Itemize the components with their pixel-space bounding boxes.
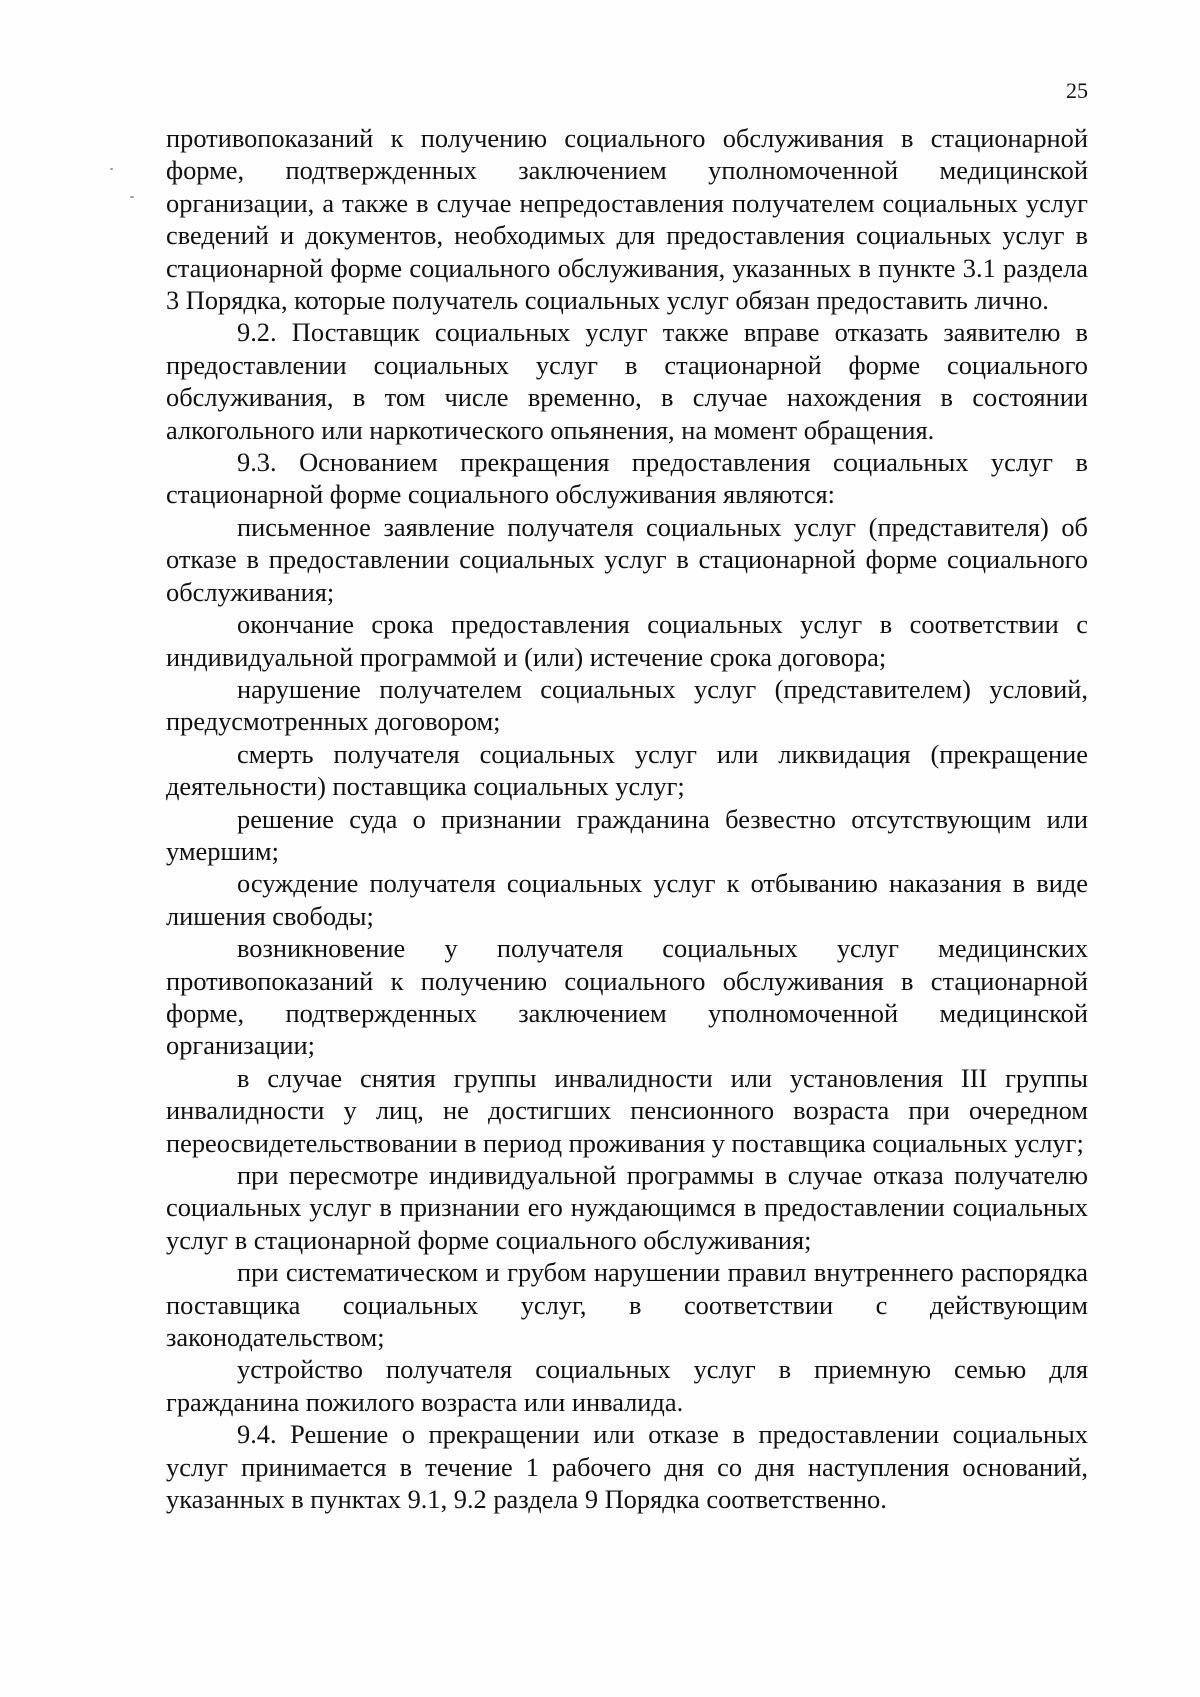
list-item: окончание срока предоставления социальных услуг в соответствии с индивидуальной программой и (или) истечение срока договора;: [166, 609, 1088, 672]
list-item: устройство получателя социальных услуг в приемную семью для гражданина пожилого возраста или инвалида.: [166, 1354, 1088, 1417]
paragraph-continuation: противопоказаний к получению социального обслуживания в стационарной форме, подтвержденных заключением уполномоченной медицинской организации, а также в случае непредоставления получателем социальных услуг сведений и документов, необходимых для предоставления социальных услуг в стационарной форме социального обслуживания, указанных в пункте 3.1 раздела 3 Порядка, которые получатель социальных услуг обязан предоставить лично.: [166, 123, 1088, 316]
list-item: решение суда о признании гражданина безвестно отсутствующим или умершим;: [166, 803, 1088, 866]
list-item: осуждение получателя социальных услуг к отбыванию наказания в виде лишения свободы;: [166, 868, 1088, 931]
paragraph-9-2: 9.2. Поставщик социальных услуг также вправе отказать заявителю в предоставлении социальных услуг в стационарной форме социального обслуживания, в том числе временно, в случае нахождения в состоянии алкогольного или наркотического опьянения, на момент обращения.: [166, 317, 1088, 445]
list-item: нарушение получателем социальных услуг (представителем) условий, предусмотренных договором;: [166, 673, 1088, 737]
list-item: при систематическом и грубом нарушении правил внутреннего распорядка поставщика социальных услуг, в соответствии с действующим законодательством;: [166, 1257, 1088, 1353]
page-number: 25: [1066, 78, 1088, 103]
list-item: смерть получателя социальных услуг или ликвидация (прекращение деятельности) поставщика социальных услуг;: [166, 738, 1088, 802]
list-item: возникновение у получателя социальных услуг медицинских противопоказаний к получению социального обслуживания в стационарной форме, подтвержденных заключением уполномоченной медицинской организации;: [166, 933, 1088, 1061]
scan-speck: [130, 196, 134, 198]
list-item: письменное заявление получателя социальных услуг (представителя) об отказе в предоставлении социальных услуг в стационарной форме социального обслуживания;: [166, 511, 1088, 607]
list-item: в случае снятия группы инвалидности или установления III группы инвалидности у лиц, не достигших пенсионного возраста при очередном переосвидетельствовании в период проживания у поставщика социальных услуг;: [166, 1062, 1088, 1158]
document-body: [166, 122, 1088, 1515]
list-item: при пересмотре индивидуальной программы в случае отказа получателю социальных услуг в признании его нуждающимся в предоставлении социальных услуг в стационарной форме социального обслуживания;: [166, 1160, 1088, 1255]
paragraph-9-4: 9.4. Решение о прекращении или отказе в предоставлении социальных услуг принимается в течение 1 рабочего дня со дня наступления оснований, указанных в пунктах 9.1, 9.2 раздела 9 Порядка соответственно.: [166, 1419, 1088, 1515]
paragraph-9-3: 9.3. Основанием прекращения предоставления социальных услуг в стационарной форме социального обслуживания являются:: [166, 447, 1088, 510]
scan-speck: [110, 168, 113, 170]
